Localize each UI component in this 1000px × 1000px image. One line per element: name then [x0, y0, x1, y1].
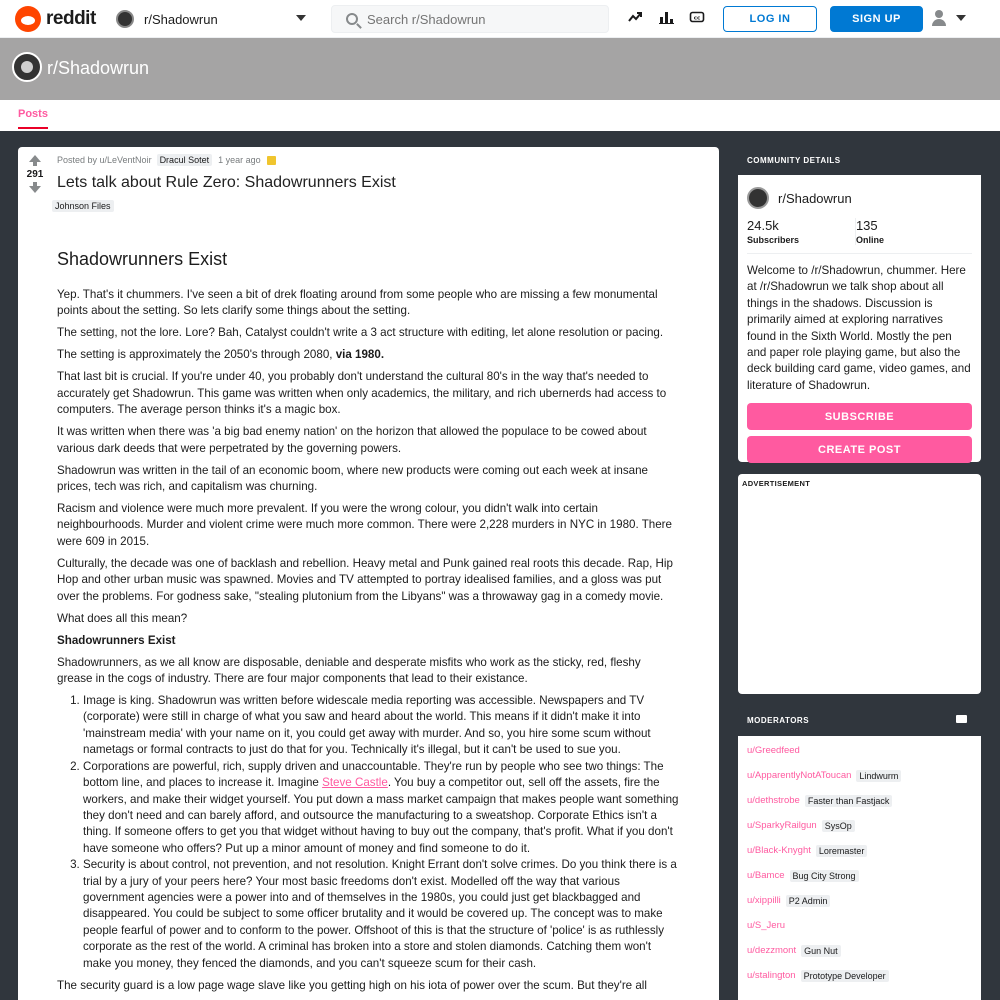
- upvote-icon[interactable]: [29, 155, 41, 162]
- post-score: 291: [26, 169, 44, 180]
- award-icon[interactable]: [267, 156, 276, 165]
- login-button[interactable]: LOG IN: [723, 6, 817, 32]
- moderator-list: [738, 736, 981, 988]
- moderator-flair: Prototype Developer: [801, 970, 889, 982]
- bold-text: Shadowrunners Exist: [57, 633, 176, 647]
- list-item-text: Corporations are powerful, rich, supply driven and unaccountable. They're run by people who see two things: The bottom line, and places to increase it. Imagine: [83, 759, 664, 790]
- advertisement-card: [738, 474, 981, 694]
- paragraph: The security guard is a low page wage slave like you getting high on his iota of power over the scum. But they're all: [57, 978, 647, 992]
- moderator-item: [747, 888, 972, 913]
- subscribers-stat: [747, 218, 855, 245]
- community-dropdown-label: r/Shadowrun: [144, 11, 218, 27]
- list-item: 1. Image is king. Shadowrun was written before widescale media reporting was accessible. Newspapers and TV (corporate) were still in charge of what you saw and heard about the world. This means if it didn't make it into 'mainstream media' with your name on it, you could get away with murder. And so, you hire some scum without nametags or formal contracts to just do that for you. Technically it's illegal, but it can't be used to sue you.: [83, 693, 679, 759]
- post-meta: [57, 154, 276, 166]
- reddit-logo[interactable]: [15, 6, 96, 32]
- post-flair[interactable]: Johnson Files: [52, 200, 114, 212]
- community-dropdown[interactable]: [112, 5, 312, 33]
- moderator-name[interactable]: u/SparkyRailgun: [747, 820, 817, 831]
- community-name-row: [738, 175, 981, 209]
- logo-text: reddit: [46, 8, 96, 29]
- advertisement-label: ADVERTISEMENT: [742, 479, 811, 488]
- chevron-down-icon: [296, 15, 306, 21]
- posted-by[interactable]: Posted by u/LeVentNoir: [57, 155, 152, 165]
- moderator-name[interactable]: u/dezzmont: [747, 945, 797, 956]
- subscribers-count: 24.5k: [747, 218, 779, 233]
- svg-text:cc: cc: [693, 15, 701, 22]
- vote-column: [24, 155, 46, 193]
- community-icon: [116, 10, 134, 28]
- subreddit-banner: [0, 38, 1000, 100]
- paragraph-text: The setting is approximately the 2050's through 2080,: [57, 348, 336, 362]
- paragraph: Racism and violence were much more prevalent. If you were the wrong colour, you didn't walk into certain neighbourhoods. Murder and violent crime were much more common. There were 2,228 murders in NYC in 1980. There were 609 in 2015.: [57, 502, 672, 548]
- community-icon: [747, 187, 769, 209]
- moderator-name[interactable]: u/Bamce: [747, 870, 785, 881]
- trending-icon[interactable]: [625, 9, 645, 29]
- closed-captions-icon[interactable]: [687, 9, 707, 29]
- subscribe-button[interactable]: SUBSCRIBE: [747, 403, 972, 430]
- community-details-label: COMMUNITY DETAILS: [747, 156, 841, 165]
- search-icon: [346, 13, 358, 25]
- moderator-flair: P2 Admin: [786, 895, 831, 907]
- list-item: [83, 759, 679, 857]
- moderator-item: [747, 863, 972, 888]
- message-mods-icon[interactable]: [956, 715, 967, 723]
- moderator-flair: Bug City Strong: [790, 870, 859, 882]
- paragraph: Culturally, the decade was one of backlash and rebellion. Heavy metal and Punk gained real roots this decade. Rap, Hip Hop and other urban music was spawned. Movies and TV attempted to portray idealised families, and a gloss was put over the problems. For godness sake, "stealing plutonium from the Libyans" was a throwaway gag in a comedy movie.: [57, 556, 673, 603]
- list-item-text: . You buy a competitor out, sell off the assets, fire the workers, and make their widget yourself. You put down a mass market campaign that makes people want something they don't need and can barely afford, and outsource the manufacturing to a sweatshop. Corporate Ethics isn't a thing. If someone offers to get you that widget without having to buy out the company, that's profit. What if you don't have someone who offers? Put up a minor amount of money and find someone to do it.: [83, 776, 679, 855]
- moderator-name[interactable]: u/S_Jeru: [747, 920, 786, 931]
- online-count: 135: [855, 218, 878, 233]
- signup-button[interactable]: SIGN UP: [830, 6, 923, 32]
- moderator-name[interactable]: u/dethstrobe: [747, 795, 800, 806]
- ordered-list: [57, 693, 679, 972]
- moderator-item: [747, 788, 972, 813]
- bold-text: via 1980.: [335, 348, 385, 362]
- paragraph: Yep. That's it chummers. I've seen a bit of drek floating around from some people who are missing a few monumental points about the setting. So lets clarify some things about the setting.: [57, 288, 658, 318]
- community-details-card: [738, 175, 981, 462]
- moderator-name[interactable]: u/Greedfeed: [747, 745, 800, 756]
- moderator-flair: Gun Nut: [801, 945, 841, 957]
- moderator-item: [747, 763, 972, 788]
- moderator-item: [747, 838, 972, 863]
- paragraph: It was written when there was 'a big bad enemy nation' on the horizon that allowed the populace to be cowed about various dark deeds that were perpetrated by the governing powers.: [57, 425, 647, 455]
- moderator-name[interactable]: u/Black-Knyght: [747, 845, 811, 856]
- moderator-name[interactable]: u/ApparentlyNotAToucan: [747, 770, 852, 781]
- moderator-flair: Loremaster: [816, 845, 868, 857]
- post-body: [57, 247, 679, 1000]
- downvote-icon[interactable]: [29, 186, 41, 193]
- moderator-item: [747, 938, 972, 963]
- moderators-card: [738, 736, 981, 1000]
- online-stat: [855, 218, 963, 245]
- community-details-header: [738, 147, 981, 175]
- moderator-flair: Faster than Fastjack: [805, 795, 893, 807]
- top-navigation-bar: [0, 0, 1000, 38]
- post-title[interactable]: Lets talk about Rule Zero: Shadowrunners Exist: [57, 174, 396, 191]
- user-icon: [932, 10, 946, 26]
- create-post-button[interactable]: CREATE POST: [747, 436, 972, 463]
- list-item: 3. Security is about control, not prevention, and not resolution. Knight Errant don't solve crimes. Do you think there is a trial by a jury of your peers here? Your most basic freedoms don't exist. Modelled off the way that various government agencies were a power into and of themselves in the 1980s, you could just get blackbagged and disappeared. You could be subject to some officer brutality and it would be covered up. The concept was to make people fearful of power and to conform to the power. Offshoot of this is that the structure of 'police' is as ruthlessly corporate as the rest of the world. A criminal has broken into a store and stolen diamonds. Catching them won't make you money, they fenced the diamonds, and you can't squeeze scum for their cash.: [83, 857, 679, 972]
- paragraph: The setting, not the lore. Lore? Bah, Catalyst couldn't write a 3 act structure with editing, let alone resolution or pacing.: [57, 326, 664, 340]
- search-input[interactable]: [367, 12, 597, 27]
- steve-castle-link[interactable]: Steve Castle: [322, 776, 388, 790]
- moderator-item: [747, 738, 972, 763]
- subreddit-tabs: [0, 100, 1000, 131]
- subreddit-icon: [12, 52, 42, 82]
- reddit-alien-icon: [15, 6, 41, 32]
- moderator-name[interactable]: u/stalington: [747, 970, 796, 981]
- tab-posts[interactable]: [18, 108, 48, 129]
- paragraph: That last bit is crucial. If you're under 40, you probably don't understand the cultural 80's in the way that's needed to accurately get Shadowrun. This game was written when only academics, the military, and rich ubernerds had access to computers. The average person thinks it's a magic box.: [57, 370, 667, 417]
- community-description: Welcome to /r/Shadowrun, chummer. Here at /r/Shadowrun we talk shop about all things in the shadows. Discussion is primarily aimed at exploring narratives found in the Sixth World. Mostly the pen and paper role playing game, but also the deck building card game, video games, and literature of Shadowrun.: [747, 264, 971, 392]
- paragraph-bold: [57, 633, 679, 649]
- paragraph: Shadowrunners, as we all know are disposable, deniable and desperate misfits who work as the sticky, red, fleshy grease in the cogs of industry. There are four major components that lead to their existance.: [57, 655, 641, 686]
- moderator-flair: SysOp: [822, 820, 855, 832]
- post-card: [18, 147, 719, 1000]
- paragraph: What does all this mean?: [57, 611, 188, 625]
- post-heading: Shadowrunners Exist: [57, 249, 228, 269]
- moderator-name[interactable]: u/xippilli: [747, 895, 781, 906]
- community-stats: [747, 209, 972, 254]
- paragraph: Shadowrun was written in the tail of an economic boom, where new products were coming out each week at insane prices, tech was rich, and capitalism was churning.: [57, 463, 648, 494]
- paragraph: [57, 347, 679, 363]
- subscribers-label: Subscribers: [747, 235, 800, 245]
- moderator-item: [747, 813, 972, 838]
- community-name[interactable]: r/Shadowrun: [778, 190, 852, 206]
- post-time[interactable]: 1 year ago: [218, 155, 261, 165]
- moderators-header: [738, 706, 981, 736]
- user-menu-dropdown[interactable]: [932, 10, 966, 26]
- tab-posts-label: Posts: [18, 108, 48, 120]
- moderator-flair: Lindwurm: [856, 770, 901, 782]
- moderator-item: [747, 963, 972, 988]
- moderators-label: MODERATORS: [747, 716, 810, 725]
- chevron-down-icon: [956, 15, 966, 21]
- subreddit-title: r/Shadowrun: [47, 58, 150, 78]
- search-bar[interactable]: [331, 5, 609, 33]
- stats-icon[interactable]: [656, 9, 676, 29]
- online-label: Online: [855, 235, 884, 245]
- moderator-item: [747, 913, 972, 938]
- user-flair: Dracul Sotet: [157, 154, 213, 166]
